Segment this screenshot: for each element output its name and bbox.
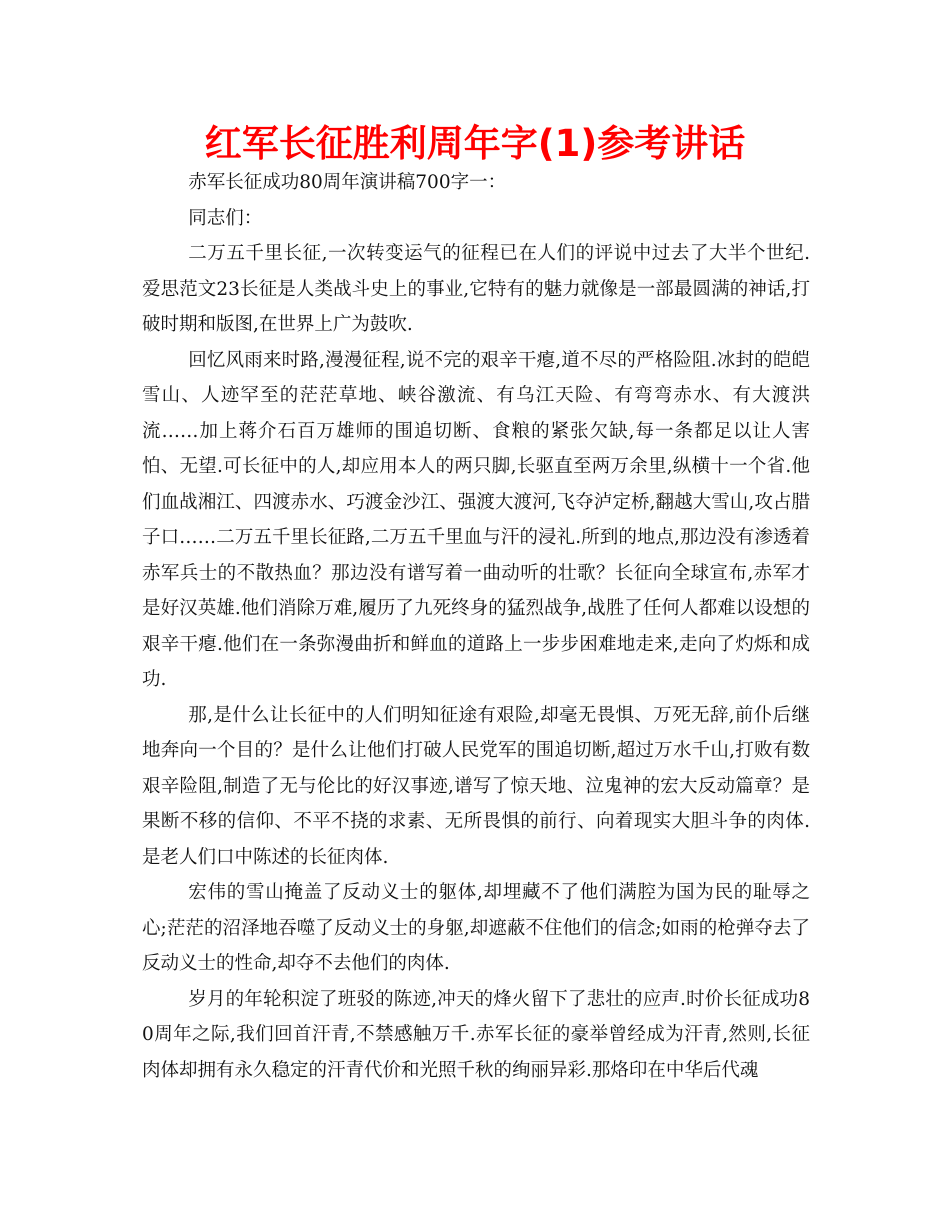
paragraph: 二万五千里长征,一次转变运气的征程已在人们的评说中过去了大半个世纪.爱思范文23长征是人类战斗史上的事业,它特有的魅力就像是一部最圆满的神话,打破时期和版图,在世界上广为鼓吹. <box>142 243 810 335</box>
document-subtitle: 赤军长征成功80周年演讲稿700字一： <box>188 172 507 193</box>
paragraph: 那,是什么让长征中的人们明知征途有艰险,却毫无畏惧、万死无辞,前仆后继地奔向一个目的？是什么让他们打破人民党军的围追切断,超过万水千山,打败有数艰辛险阻,制造了无与伦比的好汉事迹,谱写了惊天地、泣鬼神的宏大反动篇章？是果断不移的信仰、不平不挠的求素、无所畏惧的前行、向着现实大胆斗争的肉体.是老人们口中陈述的长征肉体. <box>142 704 810 868</box>
salutation: 同志们： <box>188 207 263 229</box>
document-body <box>142 165 810 1088</box>
paragraph: 岁月的年轮积淀了班驳的陈迹,冲天的烽火留下了悲壮的应声.时价长征成功80周年之际,我们回首汗青,不禁感触万千.赤军长征的豪举曾经成为汗青,然则,长征肉体却拥有永久稳定的汗青代价和光照千秋的绚丽异彩.那烙印在中华后代魂 <box>142 988 810 1081</box>
paragraph: 回忆风雨来时路,漫漫征程,说不完的艰辛干瘪,道不尽的严格险阻.冰封的皑皑雪山、人迹罕至的茫茫草地、峡谷激流、有乌江天险、有弯弯赤水、有大渡洪流……加上蒋介石百万雄师的围追切断、食粮的紧张欠缺,每一条都足以让人害怕、无望.可长征中的人,却应用本人的两只脚,长驱直至两万余里,纵横十一个省.他们血战湘江、四渡赤水、巧渡金沙江、强渡大渡河,飞夺泸定桥,翻越大雪山,攻占腊子口……二万五千里长征路,二万五千里血与汗的浸礼.所到的地点,那边没有渗透着赤军兵士的不散热血？那边没有谱写着一曲动听的壮歌？长征向全球宣布,赤军才是好汉英雄.他们消除万难,履历了九死终身的猛烈战争,战胜了任何人都难以设想的艰辛干瘪.他们在一条弥漫曲折和鲜血的道路上一步步困难地走来,走向了灼烁和成功. <box>142 349 810 690</box>
document-title: 红军长征胜利周年字(1)参考讲话 <box>204 122 746 165</box>
paragraph: 宏伟的雪山掩盖了反动义士的躯体,却埋藏不了他们满腔为国为民的耻辱之心;茫茫的沼泽地吞噬了反动义士的身躯,却遮蔽不住他们的信念;如雨的枪弹夺去了反动义士的性命,却夺不去他们的肉体. <box>142 882 810 974</box>
